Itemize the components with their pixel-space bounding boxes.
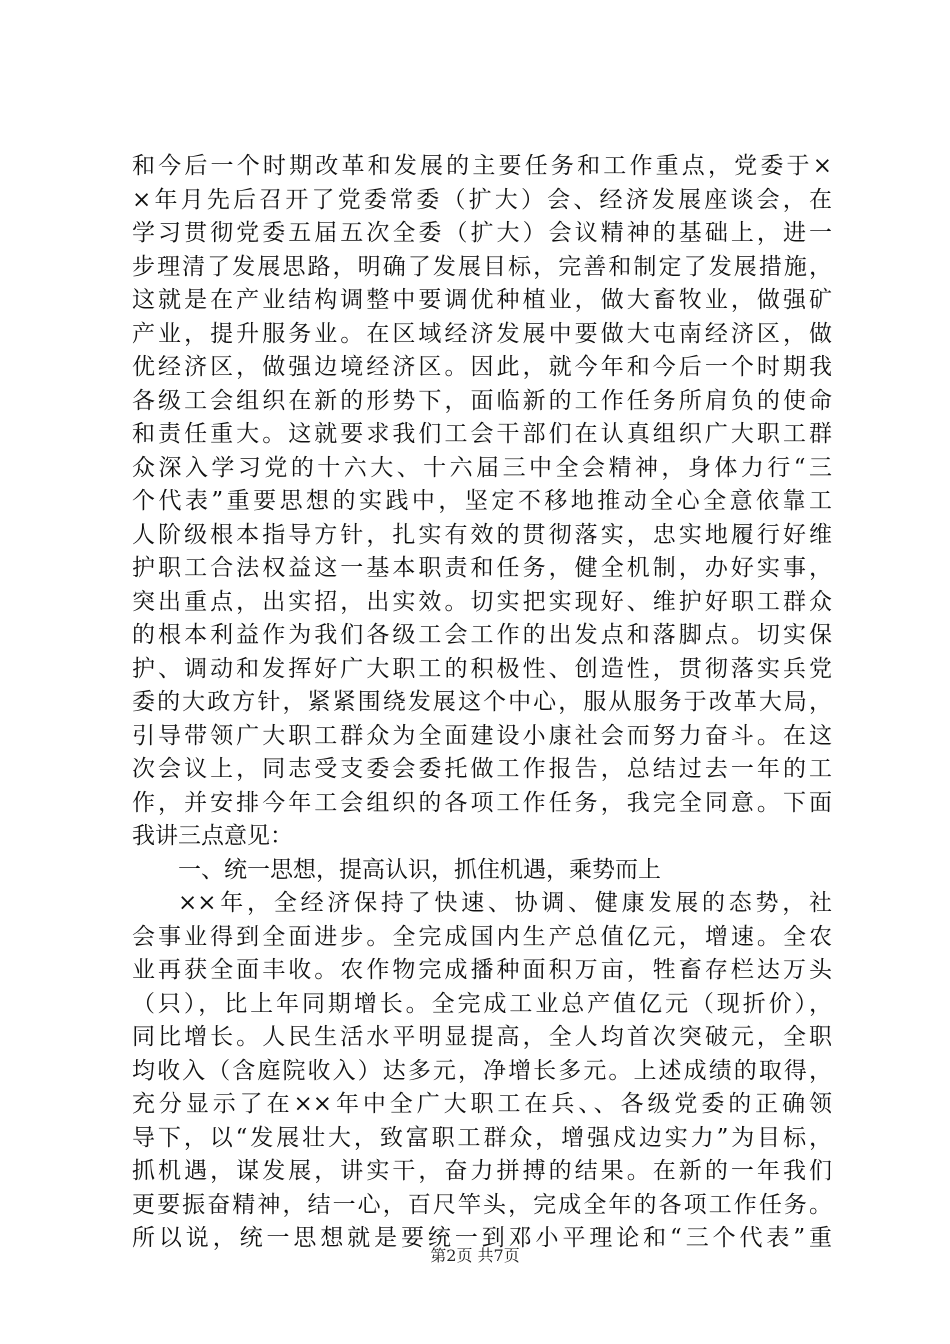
page-footer (0, 1243, 950, 1266)
text-line: 步理清了发展思路，明确了发展目标，完善和制定了发展措施， (132, 253, 832, 280)
text-line: 引导带领广大职工群众为全面建设小康社会而努力奋斗。在这 (132, 722, 832, 749)
text-line: 这就是在产业结构调整中要调优种植业，做大畜牧业，做强矿 (132, 287, 832, 313)
text-line: 护职工合法权益这一基本职责和任务，健全机制，办好实事， (132, 555, 832, 581)
text-line: 和责任重大。这就要求我们工会干部们在认真组织广大职工群 (132, 421, 832, 447)
text-line: ××年，全经济保持了快速、协调、健康发展的态势，社 (178, 890, 832, 916)
text-line: 导下，以“发展壮大，致富职工群众，增强戍边实力”为目标， (132, 1124, 832, 1151)
body-text (132, 150, 832, 1256)
text-line: 突出重点，出实招，出实效。切实把实现好、维护好职工群众 (132, 588, 832, 615)
text-line: 次会议上，同志受支委会委托做工作报告，总结过去一年的工 (132, 756, 832, 782)
text-line: 护、调动和发挥好广大职工的积极性、创造性，贯彻落实兵党 (132, 655, 832, 682)
text-line: 众深入学习党的十六大、十六届三中全会精神，身体力行“三 (132, 454, 832, 481)
text-line: 作，并安排今年工会组织的各项工作任务，我完全同意。下面 (132, 789, 832, 816)
text-line: 人阶级根本指导方针，扎实有效的贯彻落实，忠实地履行好维 (132, 521, 832, 548)
text-line: 我讲三点意见： (132, 823, 293, 849)
page-number-label: 第2页 共7页 (430, 1246, 520, 1265)
text-line: 充分显示了在××年中全广大职工在兵、、各级党委的正确领 (132, 1091, 832, 1117)
text-line: 业再获全面丰收。农作物完成播种面积万亩，牲畜存栏达万头 (132, 957, 832, 983)
text-line: 个代表”重要思想的实践中，坚定不移地推动全心全意依靠工 (132, 488, 832, 514)
text-line: 产业，提升服务业。在区域经济发展中要做大屯南经济区，做 (132, 320, 832, 347)
text-line: 优经济区，做强边境经济区。因此，就今年和今后一个时期我 (132, 354, 832, 380)
text-line: 会事业得到全面进步。全完成国内生产总值亿元，增速。全农 (132, 923, 832, 950)
text-line: 各级工会组织在新的形势下，面临新的工作任务所肩负的使命 (132, 387, 832, 414)
text-line: （只），比上年同期增长。全完成工业总产值亿元（现折价）， (132, 990, 832, 1017)
section-heading: 一、统一思想，提高认识，抓住机遇，乘势而上 (178, 856, 661, 883)
text-line: 的根本利益作为我们各级工会工作的出发点和落脚点。切实保 (132, 622, 832, 648)
text-line: 和今后一个时期改革和发展的主要任务和工作重点，党委于× (132, 153, 832, 179)
text-line: 学习贯彻党委五届五次全委（扩大）会议精神的基础上，进一 (132, 220, 832, 246)
text-line: 委的大政方针，紧紧围绕发展这个中心，服从服务于改革大局， (132, 689, 832, 715)
text-line: 所以说，统一思想就是要统一到邓小平理论和“三个代表”重 (132, 1225, 832, 1251)
text-line: ×年月先后召开了党委常委（扩大）会、经济发展座谈会，在 (132, 186, 832, 213)
text-line: 均收入（含庭院收入）达多元，净增长多元。上述成绩的取得， (132, 1057, 832, 1084)
text-line: 更要振奋精神，结一心，百尺竿头，完成全年的各项工作任务。 (132, 1191, 832, 1218)
text-line: 同比增长。人民生活水平明显提高，全人均首次突破元，全职 (132, 1024, 832, 1050)
text-line: 抓机遇，谋发展，讲实干，奋力拼搏的结果。在新的一年我们 (132, 1158, 832, 1184)
